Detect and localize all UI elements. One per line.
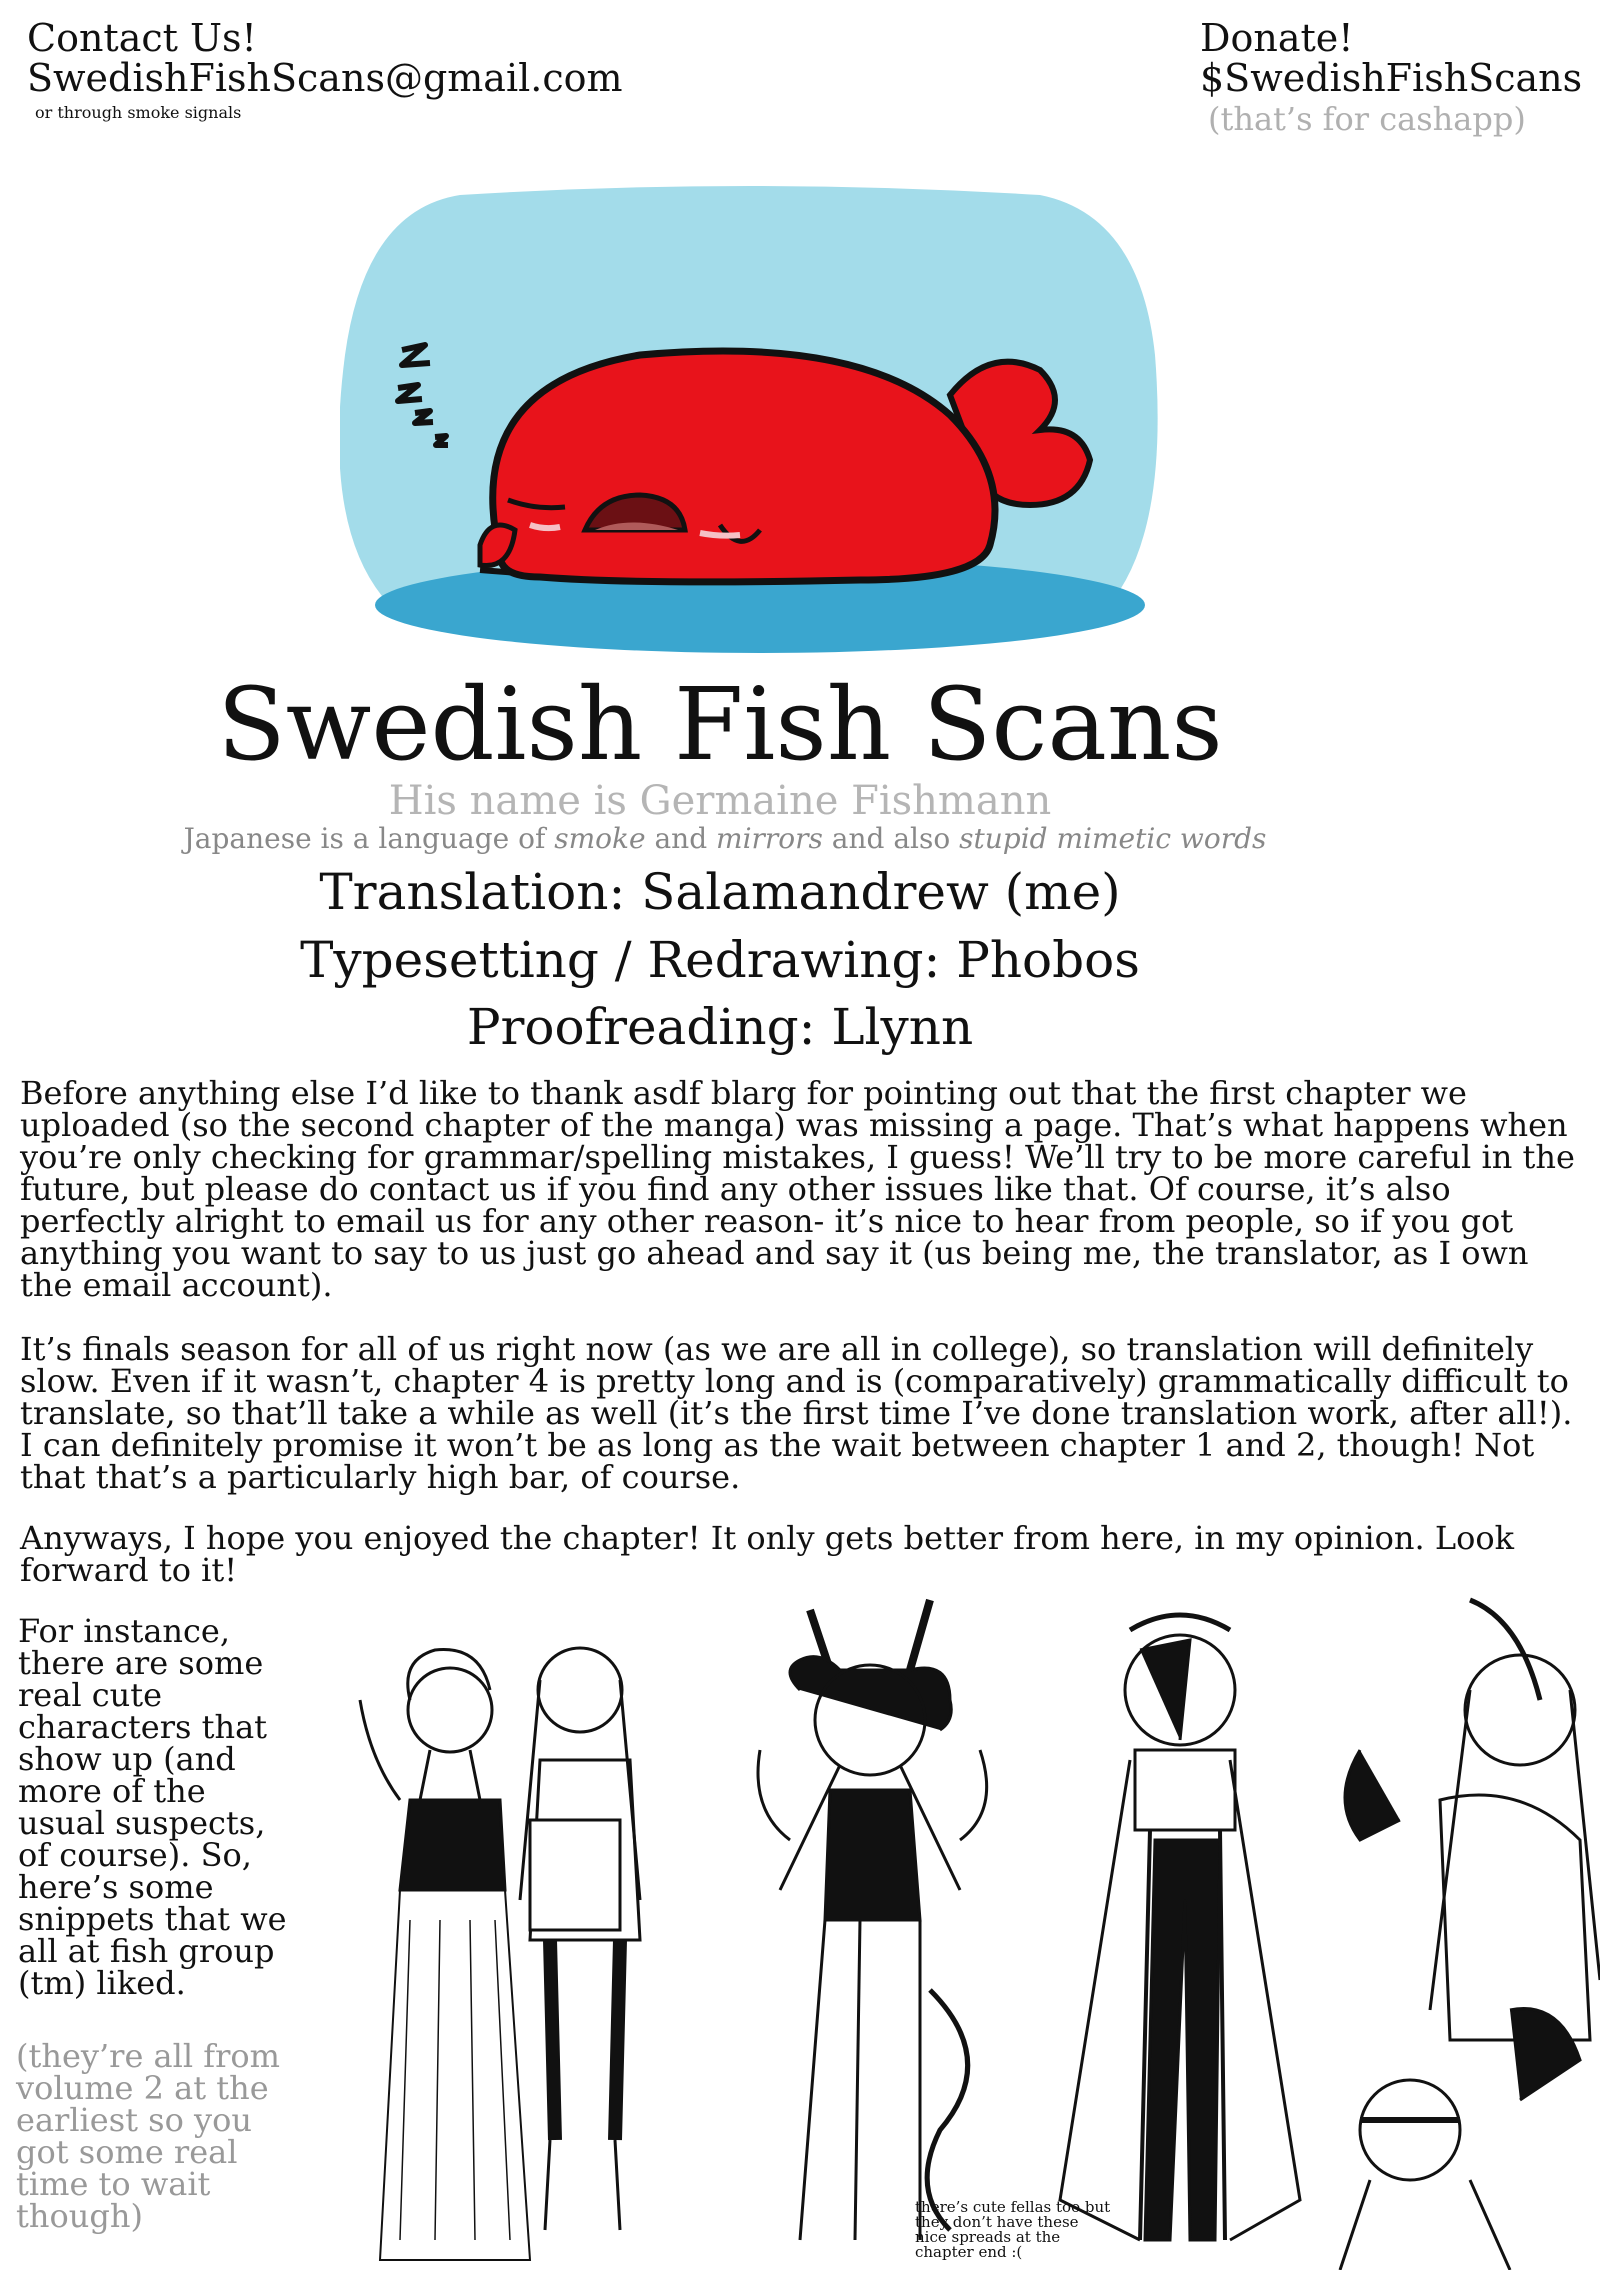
site-title: Swedish Fish Scans bbox=[217, 666, 1223, 783]
tagline: His name is Germaine Fishmann bbox=[388, 778, 1052, 824]
character-illustration-long-hair bbox=[1320, 1580, 1600, 2270]
paragraph-anyways: Anyways, I hope you enjoyed the chapter! It only gets better from here, in my opinion. Look forward to it! bbox=[20, 1519, 1515, 1589]
character-illustration-pair bbox=[340, 1640, 690, 2270]
sleeping-fish-mascot bbox=[340, 185, 1160, 655]
credit-typesetting: Typesetting / Redrawing: Phobos bbox=[300, 931, 1140, 989]
donate-heading: Donate! bbox=[1200, 16, 1354, 60]
subtitle-line: Japanese is a language of smoke and mirrors and also stupid mimetic words bbox=[183, 822, 1267, 855]
donate-handle[interactable]: $SwedishFishScans bbox=[1200, 56, 1583, 100]
paragraph-thanks: Before anything else I’d like to thank asdf blarg for pointing out that the first chapter we uploaded (so the second chapter of the manga) was missing a page. That’s what happens when you’re only checking for grammar/spelling mistakes, I guess! We’ll try to be more careful in the future, but please do contact us if you find any other issues like that. Of course, it’s also perfectly alright to email us for any other reason- it’s nice to hear from people, so if you got anything you want to say to us just go ahead and say it (us being me, the translator, as I own the email account). bbox=[20, 1074, 1575, 1304]
paragraph-finals: It’s finals season for all of us right now (as we are all in college), so translation will definitely slow. Even if it wasn’t, chapter 4 is pretty long and is (comparatively) grammatically difficult to translate, so that’ll take a while as well (it’s the first time I’ve done translation work, after all!). I can definitely promise it won’t be as long as the wait between chapter 1 and 2, though! Not that that’s a particularly high bar, of course. bbox=[20, 1330, 1573, 1496]
contact-subtext: or through smoke signals bbox=[35, 103, 242, 122]
contact-email[interactable]: SwedishFishScans@gmail.com bbox=[27, 56, 623, 100]
character-illustration-horned bbox=[740, 1590, 1010, 2270]
credit-translation: Translation: Salamandrew (me) bbox=[319, 863, 1121, 921]
character-illustration-cloaked bbox=[1040, 1600, 1310, 2270]
side-note: For instance, there are some real cute characters that show up (and more of the usual suspects, of course). So, here’s some snippets that we all at fish group (tm) liked. bbox=[18, 1612, 287, 2002]
illustration-caption: there’s cute fellas too but they don’t have these nice spreads at the chapter end :( bbox=[915, 2198, 1111, 2261]
contact-heading: Contact Us! bbox=[27, 16, 257, 60]
side-note-aside: (they’re all from volume 2 at the earliest so you got some real time to wait though) bbox=[16, 2037, 281, 2235]
credit-proofreading: Proofreading: Llynn bbox=[466, 998, 974, 1056]
donate-subtext: (that’s for cashapp) bbox=[1208, 100, 1526, 138]
